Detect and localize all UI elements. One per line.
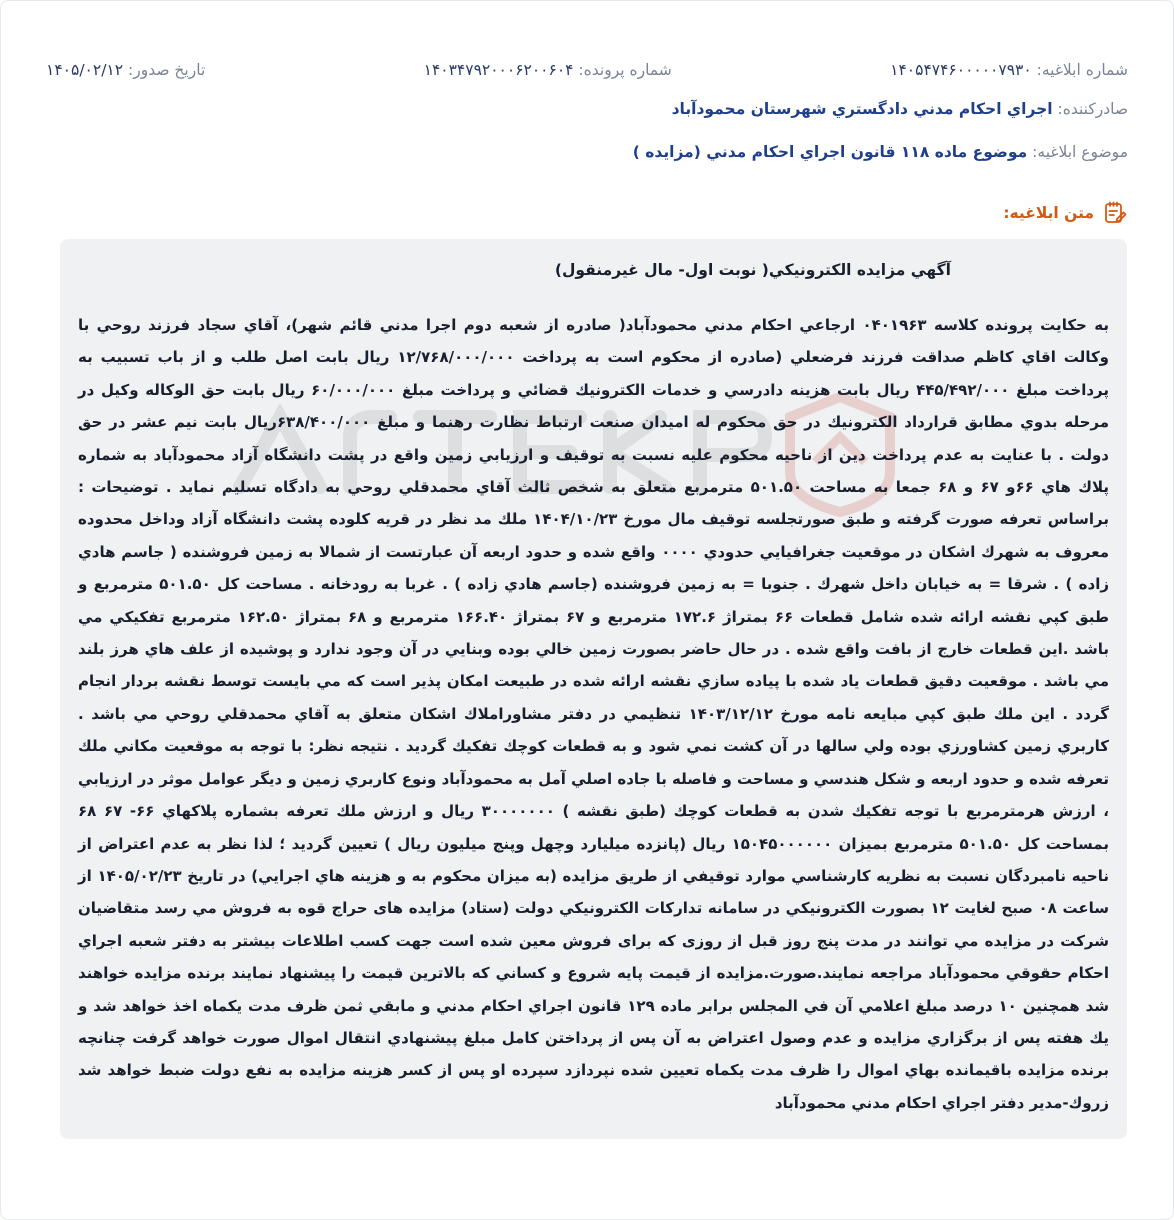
issue-date [46,61,205,79]
notice-number-value: ۱۴۰۵۴۷۴۶۰۰۰۰۰۷۹۳۰ [890,61,1032,79]
notice-text: به حكايت پرونده كلاسه ۰۴۰۱۹۶۳ ارجاعي احكام مدني محمودآباد( صادره از شعبه دوم اجرا مدني قائم شهر)، آقاي سجاد فرزند روحي با وكالت اقاي كاظم صداقت فرزند فرضعلي (صادره از محكوم است به پرداخت ۱۲/۷۶۸/۰۰۰/۰۰۰ ريال بابت اصل طلب و از باب تسبيب به پرداخت مبلغ ۴۴۵/۴۹۲/۰۰۰ ريال بابت هزينه دادرسي و خدمات الكترونيك قضائي و پرداخت مبلغ ۶۰/۰۰۰/۰۰۰ ريال بابت حق الوكاله وكيل در مرحله بدوي مطابق قرارداد الكترونيك در حق محكوم له اميدان صنعت ارتباط نظارت رهنما و مبلغ ۶۳۸/۴۰۰/۰۰۰ريال بابت نيم عشر در حق دولت . با عنايت به عدم پرداخت دين از ناحيه محكوم عليه نسبت به توقيف و ارزيابي زمين واقع در پشت دانشگاه آزاد محمودآباد به شماره پلاك هاي ۶۶و ۶۷ و ۶۸ جمعا به مساحت ۵۰۱.۵۰ مترمربع متعلق به شخص ثالث آقاي محمدقلي روحي به دادگاه تسليم نمايد . توضيحات : براساس تعرفه صورت گرفته و طبق صورتجلسه توقيف مال مورخ ۱۴۰۴/۱۰/۲۳ ملك مد نظر در قريه كلوده پشت دانشگاه آزاد وداخل محدوده معروف به شهرك اشكان در موقعيت جغرافيايي حدودي ۰۰۰۰ واقع شده و حدود اربعه آن عبارتست از شمالا به زمين فروشنده ( جاسم هادي زاده ) . شرقا = به خيابان داخل شهرك . جنوبا = به زمين فروشنده (جاسم هادي زاده ) . غربا به رودخانه . مساحت كل ۵۰۱.۵۰ مترمربع و طبق كپي نقشه ارائه شده شامل قطعات ۶۶ بمتراژ ۱۷۲.۶ مترمربع و ۶۷ بمتراژ ۱۶۶.۴۰ مترمربع و ۶۸ بمتراژ ۱۶۲.۵۰ مترمربع تفكيكي مي باشد .اين قطعات خارج از بافت واقع شده . در حال حاضر بصورت زمين خالي بوده وبنايي در آن وجود ندارد و پوشيده از علف هاي هرز بلند مي باشد . موقعيت دقيق قطعات ياد شده با پياده سازي نقشه ارائه شده در طبيعت امكان پذير است كه مي بايست توسط نقشه بردار انجام گردد . اين ملك طبق كپي مبايعه نامه مورخ ۱۴۰۳/۱۲/۱۲ تنظيمي در دفتر مشاوراملاك اشكان متعلق به آقاي محمدقلي روحي مي باشد . كاربري زمين كشاورزي بوده ولي سالها در آن كشت نمي شود و به قطعات كوچك تفكيك گرديد . نتيجه نظر: با توجه به موقعيت مكاني ملك تعرفه شده و حدود اربعه و شكل هندسي و مساحت و فاصله با جاده اصلي آمل به محمودآباد ونوع كاربري زمين و ديگر عوامل موثر در ارزيابي ، ارزش هرمترمربع با توجه تفكيك شدن به قطعات كوچك (طبق نقشه ) ۳۰۰۰۰۰۰۰ ريال و ارزش ملك تعرفه بشماره پلاكهاي ۶۶- ۶۷ ۶۸ بمساحت كل ۵۰۱.۵۰ مترمربع بميزان ۱۵۰۴۵۰۰۰۰۰۰ ريال (پانزده ميليارد وچهل وپنج ميليون ريال ) تعيين گرديد ؛ لذا نظر به عدم اعتراض از ناحيه نامبردگان نسبت به نظريه كارشناسي موارد توقيفي از طريق مزايده (به ميزان محكوم به و هزينه هاي اجرايي) در تاريخ ۱۴۰۵/۰۲/۲۳ از ساعت ۰۸ صبح لغايت ۱۲ بصورت الكترونيكي در سامانه تداركات الكترونيكي دولت (ستاد) مزايده های حراج قوه به فروش مي رسد متقاضيان شركت در مزايده مي توانند در مدت پنج روز قبل از روزی كه برای فروش معين شده است جهت كسب اطلاعات بيشتر به دفتر شعبه اجراي احكام حقوقي محمودآباد مراجعه نمايند.صورت.مزايده از قيمت پايه شروع و كساني كه بالاترين قيمت را پيشنهاد نمايند برنده مزايده خواهند شد همچنين ۱۰ درصد مبلغ اعلامي آن في المجلس برابر ماده ۱۲۹ قانون اجراي احكام مدني و مابقي ثمن ظرف مدت يكماه اخذ خواهد شد و يك هفته پس از برگزاري مزايده و عدم وصول اعتراض به آن پس از پرداختن كامل مبلغ پيشنهادي انتقال اموال صورت خواهد گرفت چنانچه برنده مزايده باقيمانده بهاي اموال را ظرف مدت يكماه تعيين شده نپردازد سپرده او پس از كسر هزينه مزايده به نفع دولت ضبط خواهد شد زروك-مدير دفتر اجراي احكام مدني محمودآباد [78,316,1110,1112]
notice-number [890,61,1128,79]
notice-panel [60,239,1127,1139]
case-number-value: ۱۴۰۳۴۷۹۲۰۰۰۶۲۰۰۶۰۴ [423,61,574,79]
notice-body-label: متن ابلاغیه: [1003,204,1094,222]
document-edit-icon [1102,200,1128,226]
subject-value: موضوع ماده ۱۱۸ قانون اجراي احكام مدني (مزايده ) [632,143,1028,161]
case-number [424,61,672,79]
notice-number-label: شماره ابلاغیه: [1036,61,1128,79]
issuer-value: اجراي احكام مدني دادگستري شهرستان محمودآباد [671,100,1053,118]
notice-body-heading [1003,200,1128,226]
case-number-label: شماره پرونده: [578,61,672,79]
issue-date-value: ۱۴۰۵/۰۲/۱۲ [46,61,124,79]
meta-row [46,56,1128,84]
issue-date-label: تاریخ صدور: [128,61,206,79]
issuer-line [672,100,1128,118]
issuer-label: صادرکننده: [1057,100,1128,118]
subject-label: موضوع ابلاغیه: [1032,143,1128,161]
notice-title: آگهي مزايده الكترونيكي( نوبت اول- مال غيرمنقول) [554,261,951,279]
subject-line [633,143,1128,161]
